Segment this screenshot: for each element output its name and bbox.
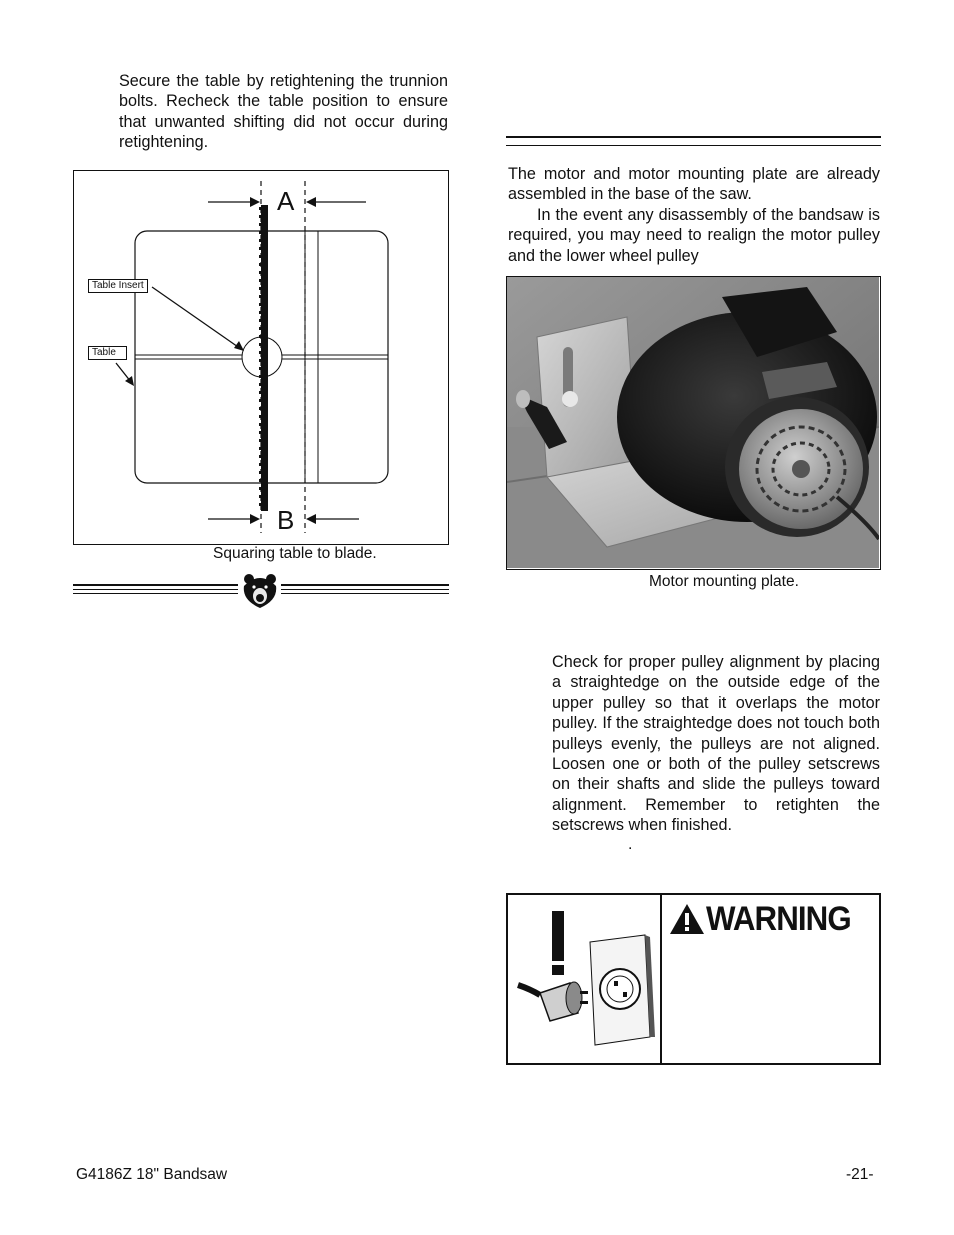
section-rule-bottom — [506, 145, 881, 146]
footer-page-number: -21- — [846, 1166, 874, 1183]
left-paragraph-text: Secure the table by retightening the trunnion bolts. Recheck the table position to ensure that unwanted shifting did not occur during retightening. — [119, 72, 448, 152]
figure-2-caption: Motor mounting plate. — [649, 573, 799, 590]
warning-box-divider — [660, 895, 662, 1063]
bear-divider — [73, 575, 449, 611]
footer-model: G4186Z 18" Bandsaw — [76, 1166, 228, 1183]
figure-squaring-table — [73, 170, 449, 545]
right-paragraph-motor-assembled — [508, 164, 880, 205]
motor-photo-illustration — [507, 277, 879, 568]
warning-title — [668, 899, 863, 939]
warning-title-text: WARNING — [706, 899, 851, 938]
right-paragraph-realign — [508, 205, 880, 266]
callout-table-insert: Table Insert — [88, 279, 148, 293]
label-b: B — [277, 505, 295, 535]
right-paragraph-2-text: In the event any disassembly of the bandsaw is required, you may need to realign the motor pulley and the lower wheel pulley — [508, 206, 880, 265]
stray-dot: . — [628, 836, 633, 853]
right-paragraph-1-text: The motor and motor mounting plate are already assembled in the base of the saw. — [508, 165, 880, 204]
figure-motor-photo — [506, 276, 881, 570]
right-paragraph-3-text: Check for proper pulley alignment by placing a straightedge on the outside edge of the upper pulley so that it overlaps the motor pulley. If the straightedge does not touch both pulleys evenly, the pulleys are not aligned. Loosen one or both of the pulley setscrews on their shafts and slide the pulleys toward alignment. Remember to retighten the setscrews when finished. — [552, 653, 880, 835]
callout-table: Table — [88, 346, 127, 360]
left-paragraph-table-secure — [119, 71, 448, 153]
warning-box — [506, 893, 881, 1065]
label-a: A — [277, 186, 295, 216]
warning-triangle-icon — [668, 902, 706, 936]
plug-outlet-icon — [510, 897, 658, 1063]
section-rule-top — [506, 136, 881, 138]
right-paragraph-pulley-alignment — [552, 652, 880, 836]
figure-1-caption: Squaring table to blade. — [213, 545, 377, 562]
blade — [261, 205, 268, 511]
bear-logo-icon — [240, 572, 280, 610]
squaring-diagram — [74, 171, 447, 543]
